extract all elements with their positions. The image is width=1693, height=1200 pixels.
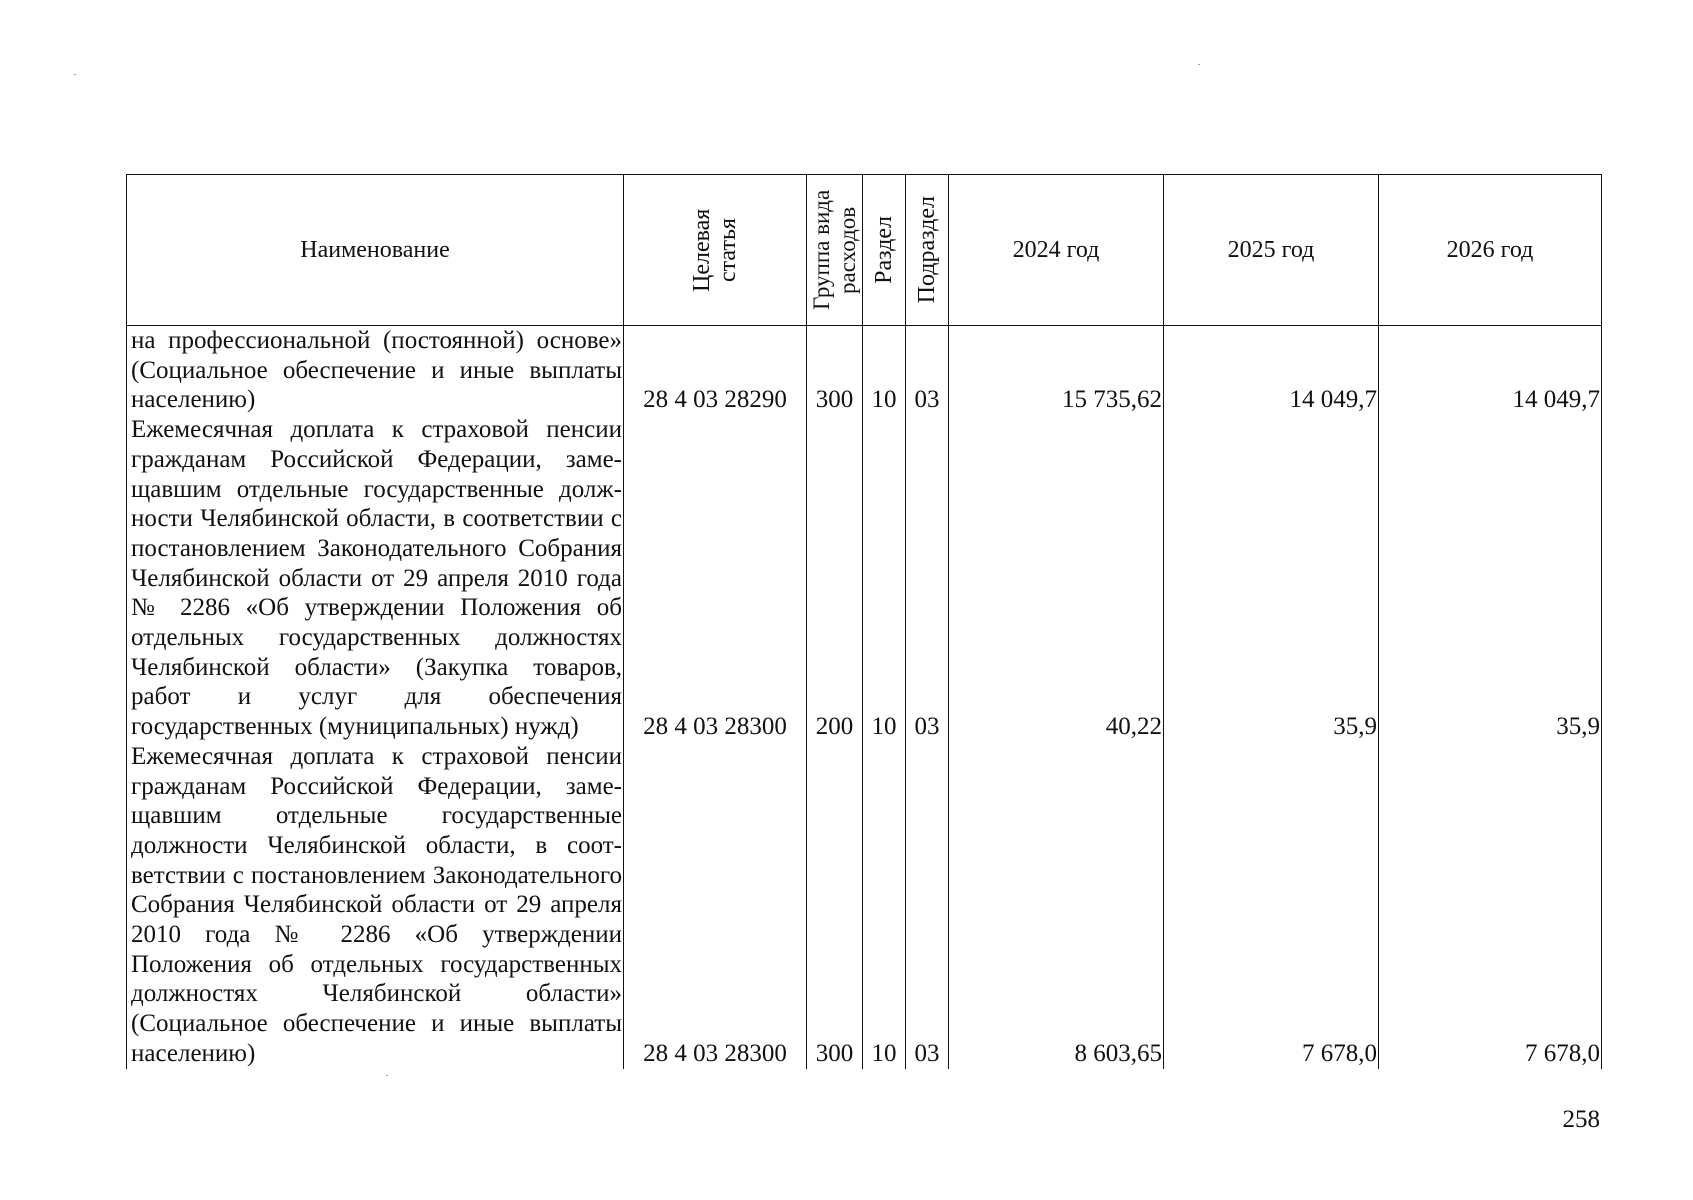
row-subsection: 03 [906, 326, 949, 416]
header-row [127, 175, 1602, 326]
header-subsection [906, 175, 949, 326]
row-target-article: 28 4 03 28300 [624, 415, 807, 742]
header-year-2024: 2024 год [949, 175, 1164, 326]
budget-table-container [126, 174, 1601, 1069]
header-target-article [624, 175, 807, 326]
table-row [127, 742, 1602, 1069]
row-subsection: 03 [906, 415, 949, 742]
row-section: 10 [863, 415, 906, 742]
scan-speck [386, 1075, 388, 1076]
row-amount-2024: 8 603,65 [949, 742, 1164, 1069]
row-target-article: 28 4 03 28300 [624, 742, 807, 1069]
header-expense-group [807, 175, 863, 326]
row-section: 10 [863, 326, 906, 416]
header-year-2025: 2025 год [1164, 175, 1379, 326]
budget-table [126, 174, 1602, 1069]
scan-speck [1198, 64, 1200, 65]
row-name: Ежемесячная доплата к страховой пенсии гражданам Российской Федерации, замещавшим отдельные государственные должности Челябинской области, в соответствии с постановлением Законодательного Собрания Челябинской области от 29 апреля 2010 года № 2286 «Об утверждении Положения об отдельных государственных должностях Челябинской области» (Социальное обеспечение и иные выплаты населению) [127, 742, 624, 1069]
table-row [127, 415, 1602, 742]
row-name: на профессиональной (постоянной) основе» (Социальное обеспечение и иные выплаты населению) [127, 326, 624, 416]
row-target-article: 28 4 03 28290 [624, 326, 807, 416]
header-expense-group-label: Группа вида расходов [808, 189, 860, 311]
row-subsection: 03 [906, 742, 949, 1069]
header-subsection-label: Подраздел [914, 196, 940, 304]
header-section-label: Раздел [871, 216, 897, 284]
scan-speck [74, 74, 76, 75]
row-expense-group: 300 [807, 742, 863, 1069]
page-number: 258 [1562, 1106, 1600, 1133]
header-section [863, 175, 906, 326]
header-year-2026: 2026 год [1379, 175, 1602, 326]
row-amount-2024: 40,22 [949, 415, 1164, 742]
row-section: 10 [863, 742, 906, 1069]
row-amount-2025: 7 678,0 [1164, 742, 1379, 1069]
row-expense-group: 300 [807, 326, 863, 416]
table-row [127, 326, 1602, 416]
row-expense-group: 200 [807, 415, 863, 742]
row-name: Ежемесячная доплата к страховой пенсии гражданам Российской Федерации, замещавшим отдельные государственные должности Челябинской области, в соответствии с постановлением Законодательного Собрания Челябинской области от 29 апреля 2010 года № 2286 «Об утверждении Положения об отдельных государственных должностях Челябинской области» (Закупка товаров, работ и услуг для обеспечения государственных (муниципальных) нужд) [127, 415, 624, 742]
row-amount-2025: 14 049,7 [1164, 326, 1379, 416]
header-name: Наименование [127, 175, 624, 326]
row-amount-2025: 35,9 [1164, 415, 1379, 742]
row-amount-2026: 7 678,0 [1379, 742, 1602, 1069]
row-amount-2026: 35,9 [1379, 415, 1602, 742]
header-target-article-label: Целевая статья [689, 208, 741, 292]
row-amount-2026: 14 049,7 [1379, 326, 1602, 416]
row-amount-2024: 15 735,62 [949, 326, 1164, 416]
